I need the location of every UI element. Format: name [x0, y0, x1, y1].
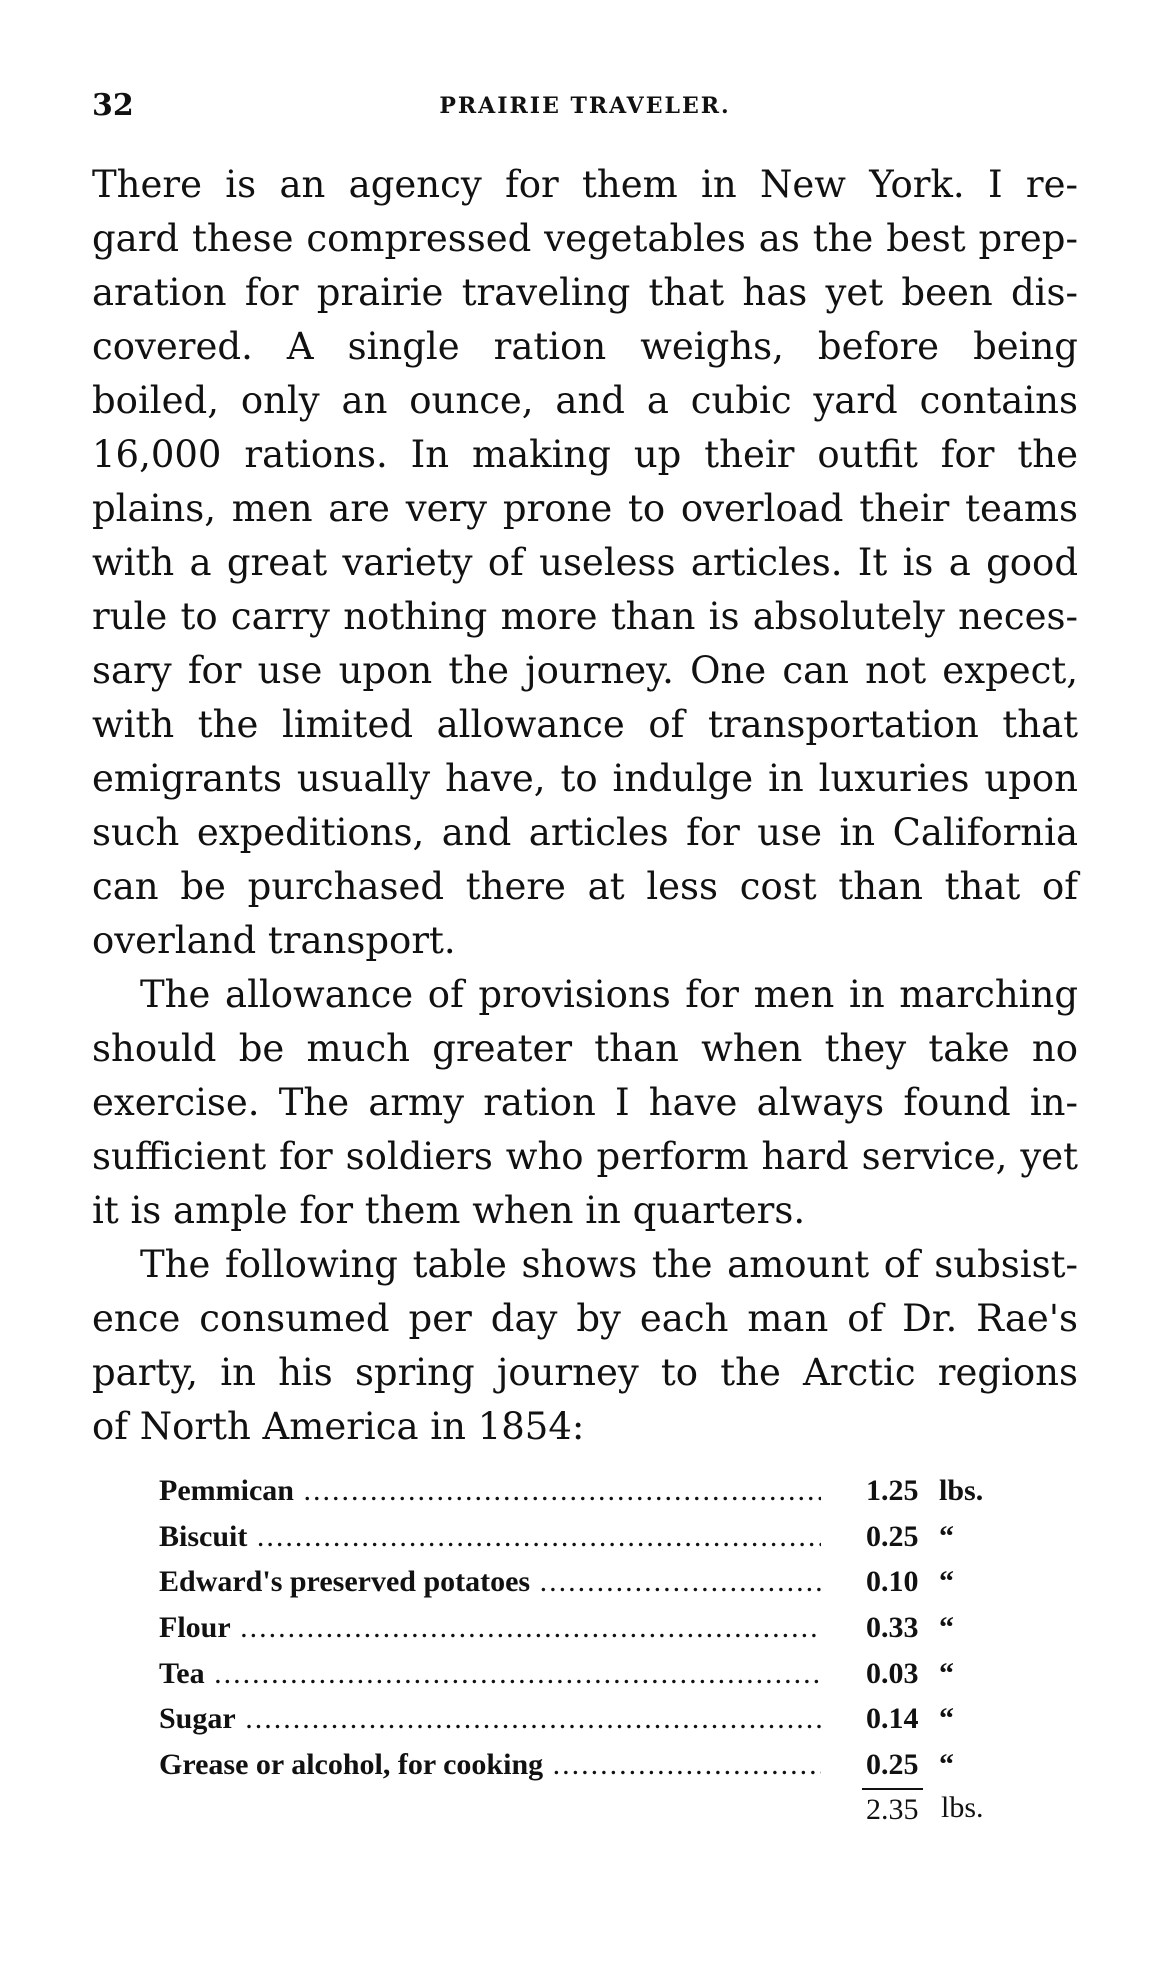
- item-unit: “: [939, 1748, 954, 1782]
- text-line: rule to carry nothing more than is absolutely neces-: [92, 595, 1078, 638]
- table-row: [159, 1514, 1019, 1560]
- item-value: 1.25: [866, 1474, 919, 1507]
- text-line: overland transport.: [92, 919, 456, 962]
- text-line: should be much greater than when they take no: [92, 1027, 1078, 1070]
- paragraph: [92, 968, 1078, 1238]
- item-name: Edward's preserved potatoes .....: [159, 1559, 821, 1604]
- item-value: 0.14: [866, 1702, 919, 1736]
- item-unit: “: [939, 1702, 954, 1736]
- item-name: Tea .....: [159, 1651, 821, 1696]
- text-line: with a great variety of useless articles. It is a good: [92, 541, 1078, 584]
- text-line: it is ample for them when in quarters.: [92, 1189, 806, 1232]
- text-line: party, in his spring journey to the Arctic regions: [92, 1351, 1078, 1394]
- table-row: [159, 1696, 1019, 1742]
- table-row: [159, 1742, 1019, 1788]
- text-line: plains, men are very prone to overload their teams: [92, 487, 1078, 530]
- text-line: There is an agency for them in New York. I re-: [92, 163, 1078, 206]
- text-line: exercise. The army ration I have always found in-: [92, 1081, 1078, 1124]
- text-line: covered. A single ration weighs, before being: [92, 325, 1078, 368]
- item-unit: “: [939, 1519, 954, 1553]
- paragraph: [92, 1238, 1078, 1454]
- running-title: PRAIRIE TRAVELER.: [439, 93, 731, 119]
- item-name: Grease or alcohol, for cooking .....: [159, 1742, 821, 1787]
- text-line: emigrants usually have, to indulge in luxuries upon: [92, 757, 1078, 800]
- item-value: 0.33: [866, 1611, 919, 1645]
- item-name: Pemmican .....: [159, 1468, 821, 1513]
- table-row: [159, 1651, 1019, 1697]
- text-line: of North America in 1854:: [92, 1405, 585, 1448]
- text-line: sufficient for soldiers who perform hard service, yet: [92, 1135, 1078, 1178]
- text-line: can be purchased there at less cost than that of: [92, 865, 1078, 908]
- text-line: boiled, only an ounce, and a cubic yard contains: [92, 379, 1078, 422]
- total-unit: lbs.: [941, 1790, 984, 1824]
- text-line: The allowance of provisions for men in marching: [140, 973, 1078, 1016]
- text-line: with the limited allowance of transportation that: [92, 703, 1078, 746]
- text-line: 16,000 rations. In making up their outfit for the: [92, 433, 1078, 476]
- item-value: 0.03: [866, 1656, 919, 1690]
- item-name: Biscuit .....: [159, 1514, 821, 1559]
- item-value: 0.10: [866, 1565, 919, 1599]
- text-line: aration for prairie traveling that has yet been dis-: [92, 271, 1078, 314]
- text-line: ence consumed per day by each man of Dr. Rae's: [92, 1297, 1078, 1340]
- item-value: 0.25: [866, 1519, 919, 1553]
- total-value: 2.35: [862, 1788, 923, 1830]
- text-line: sary for use upon the journey. One can not expect,: [92, 649, 1078, 692]
- item-unit: “: [939, 1565, 954, 1599]
- total-row: [159, 1788, 1019, 1834]
- paragraph: [92, 158, 1078, 968]
- item-value: 0.25: [866, 1748, 919, 1782]
- body-text: [92, 158, 1078, 1454]
- page-number: 32: [92, 88, 134, 123]
- item-unit: lbs.: [939, 1474, 984, 1507]
- table-row: [159, 1605, 1019, 1651]
- item-unit: “: [939, 1611, 954, 1645]
- text-line: The following table shows the amount of subsist-: [140, 1243, 1078, 1286]
- item-name: Sugar .....: [159, 1696, 821, 1741]
- item-unit: “: [939, 1656, 954, 1690]
- table-row: [159, 1559, 1019, 1605]
- text-line: gard these compressed vegetables as the best prep-: [92, 217, 1078, 260]
- table-row: [159, 1468, 1019, 1514]
- text-line: such expeditions, and articles for use in California: [92, 811, 1078, 854]
- item-name: Flour .....: [159, 1605, 821, 1650]
- page-header: [92, 88, 1078, 128]
- rations-table: [159, 1468, 1019, 1834]
